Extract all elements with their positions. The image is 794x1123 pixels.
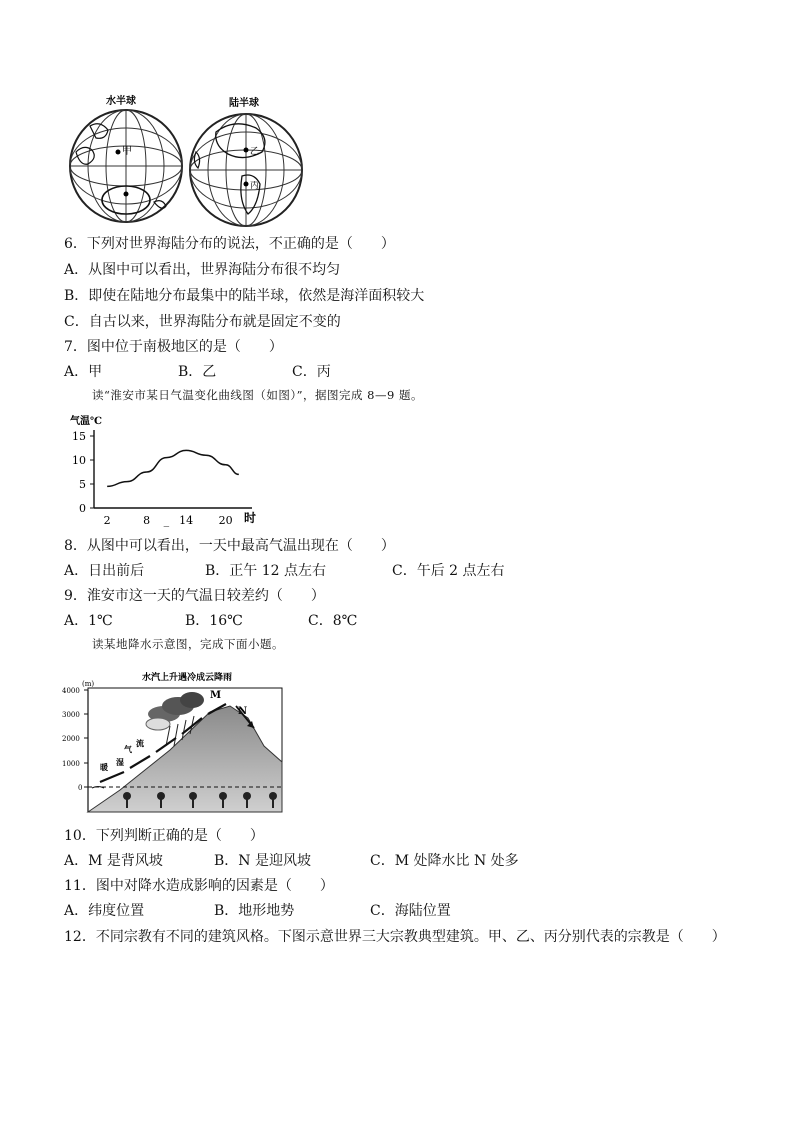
altitude-tick-2000: 2000 <box>62 735 80 743</box>
label-n: N <box>238 706 248 717</box>
question-10-option-c[interactable]: C．M 处降水比 N 处多 <box>370 853 519 869</box>
temperature-curve <box>107 450 239 486</box>
y-tick-label: 10 <box>72 454 86 467</box>
question-6-stem: 6．下列对世界海陆分布的说法，不正确的是（ ） <box>64 236 395 252</box>
y-tick-label: 15 <box>72 430 86 443</box>
question-7-stem: 7．图中位于南极地区的是（ ） <box>64 339 283 355</box>
altitude-unit: (m) <box>82 680 95 688</box>
question-10-option-a[interactable]: A．M 是背风坡 <box>64 853 163 869</box>
reading-prompt-precipitation: 读某地降水示意图，完成下面小题。 <box>92 637 284 651</box>
airflow-label-4: 流 <box>136 738 144 748</box>
question-12-stem: 12．不同宗教有不同的建筑风格。下图示意世界三大宗教典型建筑。甲、乙、丙分别代表的宗教是（ ） <box>64 929 726 945</box>
reading-prompt-temperature: 读“淮安市某日气温变化曲线图（如图）”，据图完成 8—9 题。 <box>92 388 423 402</box>
marker-bing: 丙 <box>250 181 260 191</box>
x-tick-label: 20 <box>218 514 233 527</box>
x-axis-label: 时 <box>244 511 257 525</box>
temperature-chart-svg <box>66 408 276 530</box>
question-11-option-c[interactable]: C．海陆位置 <box>370 903 451 919</box>
y-tick-label: 0 <box>79 502 86 515</box>
precipitation-figure <box>60 670 288 818</box>
question-11-option-b[interactable]: B．地形地势 <box>214 903 295 919</box>
question-6-option-a[interactable]: A．从图中可以看出，世界海陆分布很不均匀 <box>64 262 341 278</box>
marker-jia: 甲 <box>122 146 132 157</box>
question-9-option-c[interactable]: C．8℃ <box>308 613 358 629</box>
question-7-option-a[interactable]: A．甲 <box>64 364 103 380</box>
question-10-stem: 10．下列判断正确的是（ ） <box>64 828 264 844</box>
land-hemisphere-globe <box>190 114 302 226</box>
question-11-stem: 11．图中对降水造成影响的因素是（ ） <box>64 878 334 894</box>
question-6-option-b[interactable]: B．即使在陆地分布最集中的陆半球，依然是海洋面积较大 <box>64 288 425 304</box>
x-ticks <box>104 514 233 527</box>
precipitation-title: 水汽上升遇冷成云降雨 <box>142 673 233 683</box>
land-hemisphere-label: 陆半球 <box>229 98 259 109</box>
question-9-stem: 9．淮安市这一天的气温日较差约（ ） <box>64 588 325 604</box>
question-8-stem: 8．从图中可以看出，一天中最高气温出现在（ ） <box>64 538 395 554</box>
x-tick-label: 14 <box>179 514 194 527</box>
question-7-options <box>64 363 564 381</box>
x-tick-label: 2 <box>103 514 111 527</box>
altitude-tick-4000: 4000 <box>62 687 80 695</box>
airflow-label-2: 湿 <box>116 757 124 767</box>
water-hemisphere-globe <box>70 110 182 222</box>
x-tick-label: 8 <box>143 514 151 527</box>
question-9-options <box>64 612 564 630</box>
altitude-tick-0: 0 <box>78 784 83 792</box>
temperature-chart <box>66 408 276 530</box>
y-axis-label: 气温℃ <box>70 416 102 427</box>
altitude-tick-1000: 1000 <box>62 760 80 768</box>
precipitation-figure-svg <box>60 670 288 818</box>
question-9-option-b[interactable]: B．16℃ <box>185 613 243 629</box>
hemisphere-figure <box>66 92 306 232</box>
label-m: M <box>210 690 222 701</box>
hemisphere-svg <box>66 92 306 232</box>
water-hemisphere-label: 水半球 <box>106 96 136 107</box>
question-10-options <box>64 852 584 870</box>
question-10-option-b[interactable]: B．N 是迎风坡 <box>214 853 311 869</box>
y-tick-label: 5 <box>79 478 86 491</box>
question-9-option-a[interactable]: A．1℃ <box>64 613 113 629</box>
question-11-options <box>64 902 584 920</box>
question-8-option-b[interactable]: B．正午 12 点左右 <box>205 563 327 579</box>
x-tick-label: _ <box>163 514 170 527</box>
y-ticks <box>72 430 94 515</box>
airflow-label-1: 暖 <box>100 762 108 772</box>
question-8-option-a[interactable]: A．日出前后 <box>64 563 145 579</box>
question-6-option-c[interactable]: C．自古以来，世界海陆分布就是固定不变的 <box>64 314 341 330</box>
altitude-tick-3000: 3000 <box>62 711 80 719</box>
question-7-option-c[interactable]: C．丙 <box>292 364 331 380</box>
question-7-option-b[interactable]: B．乙 <box>178 364 217 380</box>
marker-yi: 乙 <box>250 147 260 157</box>
question-8-options <box>64 562 564 580</box>
question-8-option-c[interactable]: C．午后 2 点左右 <box>392 563 505 579</box>
airflow-label-3: 气 <box>124 744 132 754</box>
question-11-option-a[interactable]: A．纬度位置 <box>64 903 145 919</box>
